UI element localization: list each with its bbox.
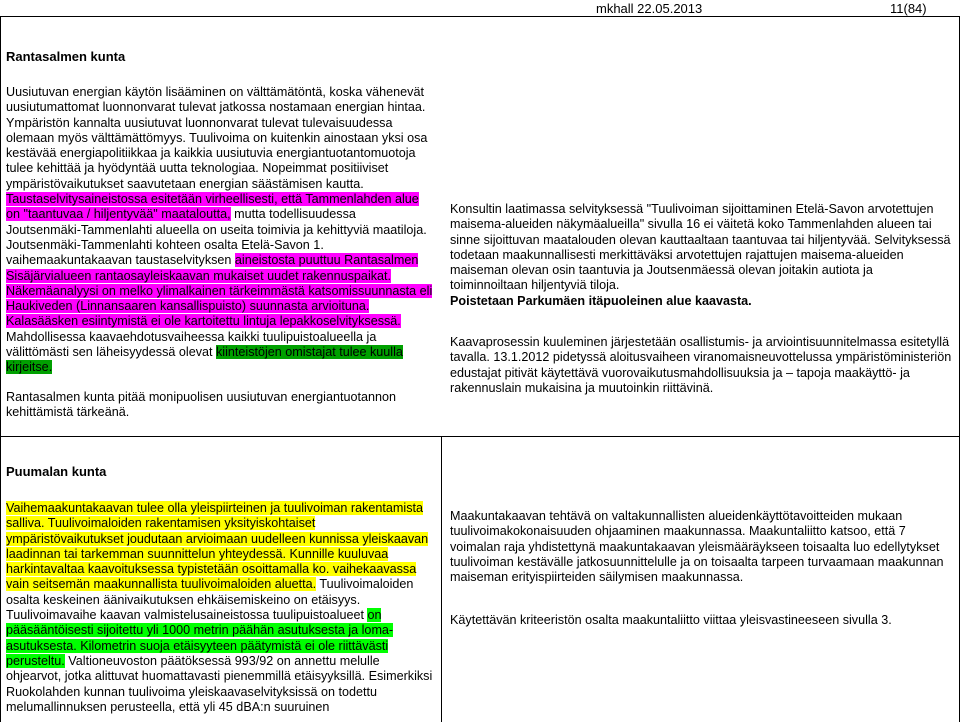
rantasalmi-response bbox=[450, 202, 954, 396]
puumala-response-text-2: Käytettävän kriteeristön osalta maakuntaliitto viittaa yleisvastineeseen sivulla 3. bbox=[450, 613, 892, 628]
text-run: Uusiutuvan energian käytön lisääminen on välttämätöntä, koska vähenevät uusiutumattomat luonnonvarat tulevat jatkossa nostamaan energian hintaa. Ympäristön kannalta uusiutuvat luonnonvarat tulevat tulevaisuudessa olemaan myös välttämättömyys. Tuulivoima on kuitenkin ainostaan yksi osa kestävää energiapolitiikkaa ja kaikkia uusiutuvia energiantuotantomuotoja tulee kehittää ja hyödyntää uutta teknologiaa. Nopeimmat positiiviset ympäristövaikutukset saavutetaan energian säästämisen kautta. bbox=[6, 85, 428, 191]
highlight-green: kiinteistöjen omistajat tulee kuulla kirjeitse. bbox=[6, 345, 403, 375]
rantasalmi-statement bbox=[6, 85, 434, 420]
puumala-response-text: Maakuntakaavan tehtävä on valtakunnallisten alueidenkäyttötavoitteiden mukaan tuulivoimakokonaisuuden ohjaaminen maakunnassa. Maakuntaliitto katsoo, että 7 voimalan raja yhdistettynä maakuntakaavan yleismääräykseen toisaalta luo edellytykset tuulivoiman kestävälle jatkosuunnittelulle ja on toisaalta tarpeen turvaamaan maakunnan maiseman erityispiirteiden säilymisen maakunnassa. bbox=[450, 509, 944, 585]
rantasalmi-statement-text bbox=[6, 85, 434, 376]
document-date: mkhall 22.05.2013 bbox=[596, 1, 703, 16]
rantasalmi-conclusion: Rantasalmen kunta pitää monipuolisen uusiutuvan energiantuotannon kehittämistä tärkeänä. bbox=[6, 389, 396, 419]
text-run: Mahdollisessa kaavaehdotusvaiheessa kaikki tuulipuistoalueella ja välittömästi sen läheisyydessä olevat bbox=[6, 329, 377, 360]
puumala-response bbox=[450, 509, 954, 629]
bold-text: Poistetaan Parkumäen itäpuoleinen alue kaavasta. bbox=[450, 293, 752, 308]
page-header bbox=[0, 0, 960, 16]
rantasalmi-response-bold bbox=[450, 294, 954, 309]
column-divider bbox=[441, 436, 442, 722]
row-divider bbox=[0, 436, 960, 437]
page-number: 11(84) bbox=[890, 1, 927, 16]
highlight-magenta: Taustaselvitysaineistossa esitetään virheellisesti, että Tammenlahden alue on "taantuvaa / hiljentyvää" maataloutta, bbox=[6, 192, 419, 222]
text-run: mutta todellisuudessa Joutsenmäki-Tammenlahti alueella on useita toimivia ja kehittyviä maatiloja. Joutsenmäki-Tammenlahti kohteen osalta Etelä-Savon 1. vaihemaakuntakaavan taustaselvityksen bbox=[6, 207, 427, 268]
section-title-puumala: Puumalan kunta bbox=[6, 464, 107, 479]
rantasalmi-response-text-2: Kaavaprosessin kuuleminen järjestetään osallistumis- ja arviointisuunnitelmassa esitetyllä tavalla. 13.1.2012 pidetyssä aloitusvaiheen viranomaisneuvottelussa ympäristöministeriön edustajat pitivät käytettävä vuorovaikutusmahdollisuuksia ja – tapoja maakäyttö- ja rakennuslain mukaisina ja muutoinkin riittävinä. bbox=[450, 335, 952, 395]
text-run: Tuulivoimaloiden osalta keskeinen äänivaikutuksen ehkäisemiskeino on etäisyys. Tuulivoimavaihe kaavan valmistelusaineistossa tuulipuistoalueet bbox=[6, 577, 414, 623]
highlight-yellow: Vaihemaakuntakaavan tulee olla yleispiirteinen ja tuulivoiman rakentamista salliva. Tuulivoimaloiden rakentamisen yksityiskohtaiset ympäristövaikutukset joudutaan arvioimaan uudelleen kunnissa yleiskaavan laadinnan tai tarkemman suunnittelun yhteydessä. Kunnille kuuluvaa harkintavaltaa kaavoituksessa typistetään osoittamalla ko. vaihekaavassa vain seitsemän maakunnallista tuulivoimaloiden aluetta. bbox=[6, 501, 429, 592]
text-run: Valtioneuvoston päätöksessä 993/92 on annettu melulle ohjearvot, jotka alittuvat huomattavasti pienemmillä etäisyyksillä. Esimerkiksi Ruokolahden kunnan tuulivoima yleiskaavaselvityksissä on todettu melumallinnuksen perusteella, että yli 45 dBA:n suuruinen bbox=[6, 653, 433, 714]
table-left-border bbox=[0, 16, 1, 722]
rantasalmi-response-text: Konsultin laatimassa selvityksessä "Tuulivoiman sijoittaminen Etelä-Savon arvotettujen maisema-alueiden näkymäalueilla" sivulla 16 ei väitetä koko Tammenlahden alueen tai sinne sijoittuvan maatalouden olevan kauttaaltaan taantuvaa tai hiljentyvää. Selvityksessä todetaan maakunnallisesti merkittäväksi arvotettujen rajattujen maisema-alueiden maiseman olevan osin taantuvia ja Joutsenmäessä olevan joitakin autiota ja toiminnoiltaan hiljentyviä tiloja. bbox=[450, 202, 951, 293]
puumala-statement bbox=[6, 501, 434, 715]
highlight-magenta: aineistosta puuttuu Rantasalmen Sisäjärvialueen rantaosayleiskaavan mukaiset uudet rakennuspaikat. Näkemäanalyysi on melko ylimalkainen tärkeimmästä katsomissuunnasta eli Haukiveden (Linnansaaren kansallispuisto) suunnasta arvioituna. Kalasääsken esiintymistä ei ole kartoitettu lintuja lepakkoselvityksessä. bbox=[6, 253, 433, 329]
highlight-green: on pääsääntöisesti sijoitettu yli 1000 metrin päähän asutuksesta ja loma-asutuksesta. Kilometrin suoja etäisyyteen päätymistä ei ole riittävästi perusteltu. bbox=[6, 608, 394, 668]
puumala-statement-text bbox=[6, 501, 434, 715]
section-title-rantasalmi: Rantasalmen kunta bbox=[6, 49, 126, 64]
table-top-border bbox=[0, 16, 960, 17]
